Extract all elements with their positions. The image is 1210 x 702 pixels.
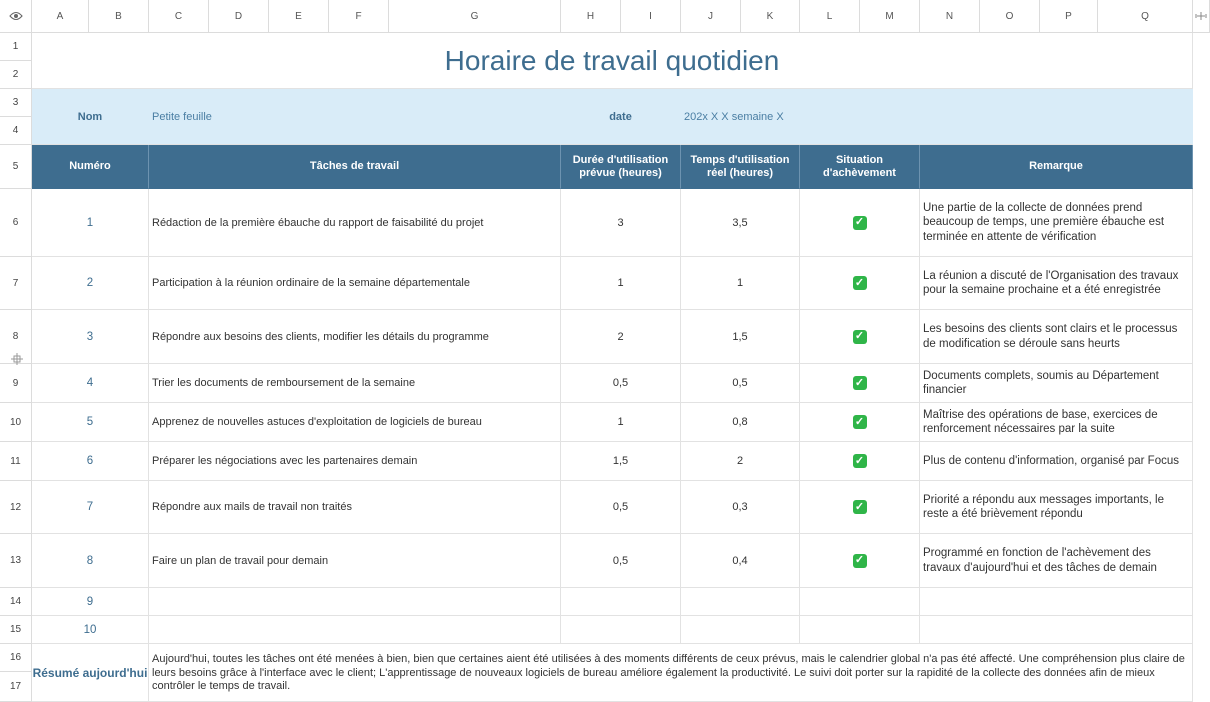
column-header-c[interactable]: C: [149, 0, 209, 33]
planned-hours[interactable]: 1,5: [561, 442, 681, 481]
task-number[interactable]: 5: [32, 403, 149, 442]
column-resize-handle[interactable]: [1193, 0, 1210, 33]
column-header-e[interactable]: E: [269, 0, 329, 33]
column-header-o[interactable]: O: [980, 0, 1040, 33]
check-mark-icon: ✓: [853, 376, 867, 390]
column-header-d[interactable]: D: [209, 0, 269, 33]
row-header-14[interactable]: 14: [0, 588, 32, 616]
task-description[interactable]: Préparer les négociations avec les partenaires demain: [149, 442, 561, 481]
column-header-l[interactable]: L: [800, 0, 860, 33]
date-value[interactable]: 202x X X semaine X: [681, 89, 1193, 145]
row-header-1[interactable]: 1: [0, 33, 32, 61]
row-resize-handle[interactable]: [10, 352, 24, 366]
check-mark-icon: ✓: [853, 330, 867, 344]
column-header-q[interactable]: Q: [1098, 0, 1193, 33]
task-description[interactable]: Apprenez de nouvelles astuces d'exploitation de logiciels de bureau: [149, 403, 561, 442]
task-number[interactable]: 8: [32, 534, 149, 588]
row-header-7[interactable]: 7: [0, 257, 32, 310]
task-description[interactable]: Faire un plan de travail pour demain: [149, 534, 561, 588]
task-description[interactable]: [149, 588, 561, 616]
sheet-right-gutter: [1193, 33, 1210, 702]
task-number[interactable]: 6: [32, 442, 149, 481]
completion-status[interactable]: [800, 364, 920, 403]
column-header-f[interactable]: F: [329, 0, 389, 33]
header-situation: Situation d'achèvement: [800, 145, 920, 189]
planned-hours[interactable]: 0,5: [561, 481, 681, 534]
row-header-15[interactable]: 15: [0, 616, 32, 644]
check-mark-icon: ✓: [853, 554, 867, 568]
task-remark[interactable]: Les besoins des clients sont clairs et le processus de modification se déroule sans heurts: [920, 310, 1193, 364]
actual-hours[interactable]: 0,4: [681, 534, 800, 588]
header-numero: Numéro: [32, 145, 149, 189]
task-number[interactable]: 1: [32, 189, 149, 257]
task-number[interactable]: 3: [32, 310, 149, 364]
summary-text[interactable]: Aujourd'hui, toutes les tâches ont été menées à bien, bien que certaines aient été utilisées à des moments différents de ceux prévus, mais le calendrier global n'a pas été affecté. Une compréhension plus claire de leurs besoins grâce à l'interface avec le client; L'apprentissage de nouveaux logiciels de bureau améliore également la productivité. Le suivi doit porter sur la rapidité de la collecte des données afin de mieux contrôler le temps de travail.: [149, 644, 1193, 702]
row-header-4[interactable]: 4: [0, 117, 32, 145]
completion-status[interactable]: [800, 534, 920, 588]
completion-status[interactable]: [800, 310, 920, 364]
column-header-b[interactable]: B: [89, 0, 149, 33]
task-number[interactable]: 2: [32, 257, 149, 310]
summary-label: Résumé aujourd'hui: [32, 644, 149, 702]
completion-status[interactable]: [800, 257, 920, 310]
task-remark[interactable]: [920, 588, 1193, 616]
planned-hours[interactable]: 1: [561, 257, 681, 310]
task-remark[interactable]: Programmé en fonction de l'achèvement des travaux d'aujourd'hui et des tâches de demain: [920, 534, 1193, 588]
completion-status[interactable]: [800, 403, 920, 442]
task-remark[interactable]: Plus de contenu d'information, organisé par Focus: [920, 442, 1193, 481]
planned-hours[interactable]: 0,5: [561, 364, 681, 403]
task-description[interactable]: Trier les documents de remboursement de la semaine: [149, 364, 561, 403]
task-remark[interactable]: Maîtrise des opérations de base, exercices de renforcement nécessaires par la suite: [920, 403, 1193, 442]
name-label: Nom: [32, 89, 149, 145]
row-header-9[interactable]: 9: [0, 364, 32, 403]
column-header-k[interactable]: K: [741, 0, 800, 33]
completion-status[interactable]: [800, 481, 920, 534]
row-header-3[interactable]: 3: [0, 89, 32, 117]
column-header-h[interactable]: H: [561, 0, 621, 33]
completion-status[interactable]: [800, 616, 920, 644]
actual-hours[interactable]: [681, 616, 800, 644]
check-mark-icon: ✓: [853, 415, 867, 429]
task-description[interactable]: Participation à la réunion ordinaire de la semaine départementale: [149, 257, 561, 310]
date-label: date: [561, 89, 681, 145]
completion-status[interactable]: [800, 588, 920, 616]
row-header-17[interactable]: 17: [0, 672, 32, 702]
check-mark-icon: ✓: [853, 454, 867, 468]
row-header-2[interactable]: 2: [0, 61, 32, 89]
row-header-6[interactable]: 6: [0, 189, 32, 257]
column-header-a[interactable]: A: [32, 0, 89, 33]
planned-hours[interactable]: 0,5: [561, 534, 681, 588]
column-header-m[interactable]: M: [860, 0, 920, 33]
task-description[interactable]: Répondre aux besoins des clients, modifier les détails du programme: [149, 310, 561, 364]
column-header-i[interactable]: I: [621, 0, 681, 33]
task-remark[interactable]: Documents complets, soumis au Département financier: [920, 364, 1193, 403]
header-temps: Temps d'utilisation réel (heures): [681, 145, 800, 189]
eye-icon: [9, 11, 23, 21]
completion-status[interactable]: [800, 442, 920, 481]
actual-hours[interactable]: 0,5: [681, 364, 800, 403]
header-duree: Durée d'utilisation prévue (heures): [561, 145, 681, 189]
planned-hours[interactable]: [561, 616, 681, 644]
actual-hours[interactable]: 1,5: [681, 310, 800, 364]
check-mark-icon: ✓: [853, 216, 867, 230]
column-header-g[interactable]: G: [389, 0, 561, 33]
row-header-5[interactable]: 5: [0, 145, 32, 189]
planned-hours[interactable]: [561, 588, 681, 616]
task-description[interactable]: Répondre aux mails de travail non traités: [149, 481, 561, 534]
planned-hours[interactable]: 3: [561, 189, 681, 257]
column-header-n[interactable]: N: [920, 0, 980, 33]
actual-hours[interactable]: 0,3: [681, 481, 800, 534]
select-all-corner[interactable]: [0, 0, 32, 33]
header-remarque: Remarque: [920, 145, 1193, 189]
row-header-16[interactable]: 16: [0, 644, 32, 672]
column-header-p[interactable]: P: [1040, 0, 1098, 33]
task-description[interactable]: Rédaction de la première ébauche du rapport de faisabilité du projet: [149, 189, 561, 257]
check-mark-icon: ✓: [853, 276, 867, 290]
task-remark[interactable]: [920, 616, 1193, 644]
task-number[interactable]: 7: [32, 481, 149, 534]
column-header-j[interactable]: J: [681, 0, 741, 33]
page-title: Horaire de travail quotidien: [32, 33, 1193, 89]
row-header-11[interactable]: 11: [0, 442, 32, 481]
task-number[interactable]: 10: [32, 616, 149, 644]
header-taches: Tâches de travail: [149, 145, 561, 189]
actual-hours[interactable]: 3,5: [681, 189, 800, 257]
planned-hours[interactable]: 1: [561, 403, 681, 442]
row-header-12[interactable]: 12: [0, 481, 32, 534]
completion-status[interactable]: [800, 189, 920, 257]
resize-icon: [10, 352, 24, 366]
resize-icon: [1195, 10, 1207, 22]
actual-hours[interactable]: [681, 588, 800, 616]
row-header-13[interactable]: 13: [0, 534, 32, 588]
row-header-10[interactable]: 10: [0, 403, 32, 442]
task-number[interactable]: 9: [32, 588, 149, 616]
task-number[interactable]: 4: [32, 364, 149, 403]
task-remark[interactable]: Une partie de la collecte de données prend beaucoup de temps, une première ébauche est terminée en attente de vérification: [920, 189, 1193, 257]
task-remark[interactable]: La réunion a discuté de l'Organisation des travaux pour la semaine prochaine et a été enregistrée: [920, 257, 1193, 310]
task-description[interactable]: [149, 616, 561, 644]
row-header-8[interactable]: 8: [0, 310, 32, 364]
check-mark-icon: ✓: [853, 500, 867, 514]
task-remark[interactable]: Priorité a répondu aux messages importants, le reste a été brièvement répondu: [920, 481, 1193, 534]
name-value[interactable]: Petite feuille: [149, 89, 561, 145]
actual-hours[interactable]: 0,8: [681, 403, 800, 442]
planned-hours[interactable]: 2: [561, 310, 681, 364]
actual-hours[interactable]: 2: [681, 442, 800, 481]
actual-hours[interactable]: 1: [681, 257, 800, 310]
